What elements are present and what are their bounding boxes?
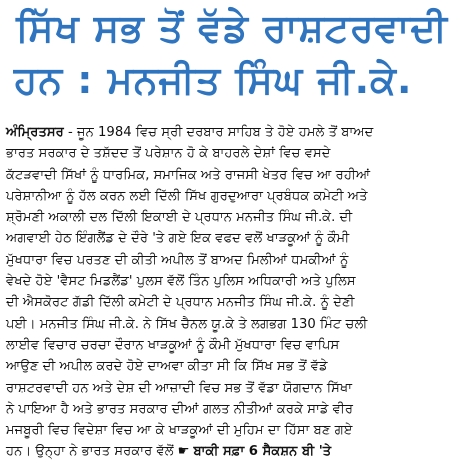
article-line: ਰਾਸ਼ਟਰਵਾਦੀ ਹਨ ਅਤੇ ਦੇਸ਼ ਦੀ ਆਜ਼ਾਦੀ ਵਿਚ ਸਭ ਤੋਂ ਵੱਡਾ ਯੋਗਦਾਨ ਸਿੱਖਾ <box>6 380 353 396</box>
article-line: ਪਈ। ਮਨਜੀਤ ਸਿੰਘ ਜੀ.ਕੇ. ਨੇ ਸਿੱਖ ਚੈਨਲ ਯੂ.ਕੇ ਤੇ ਲਗਭਗ 130 ਮਿੰਟ ਚਲੀ <box>6 316 368 332</box>
article-line: ਆਉਣ ਦੀ ਅਪੀਲ ਕਰਦੇ ਹੋਏ ਦਾਅਵਾ ਕੀਤਾ ਸੀ ਕਿ ਸਿੱਖ ਸਭ ਤੋਂ ਵੱਡੇ <box>6 359 328 375</box>
article-line-text: - ਜੂਨ 1984 ਵਿਚ ਸ੍ਰੀ ਦਰਬਾਰ ਸਾਹਿਬ ਤੇ ਹੋਏ ਹਮਲੇ ਤੋਂ ਬਾਅਦ <box>68 125 374 140</box>
headline-line-2: ਹਨ : ਮਨਜੀਤ ਸਿੰਘ ਜੀ.ਕੇ. <box>14 58 413 102</box>
article-last-line <box>6 441 458 462</box>
pointing-hand-icon: ☛ <box>177 444 190 460</box>
article-line: ਪਰੇਸ਼ਾਨੀਆ ਨੂੰ ਹੱਲ ਕਰਨ ਲਈ ਦਿੱਲੀ ਸਿੱਖ ਗੁਰਦੁਆਰਾ ਪ੍ਰਬੰਧਕ ਕਮੇਟੀ ਅਤੇ <box>6 188 368 204</box>
article-line: ਮੁੱਖਧਾਰਾ ਵਿਚ ਪਰਤਣ ਦੀ ਕੀਤੀ ਅਪੀਲ ਤੋਂ ਬਾਅਦ ਮਿਲੀਆਂ ਧਮਕੀਆਂ ਨੂੰ <box>6 252 349 268</box>
article-line: ਭਾਰਤ ਸਰਕਾਰ ਦੇ ਤਸ਼ੱਦਦ ਤੋਂ ਪਰੇਸ਼ਾਨ ਹੋ ਕੇ ਬਾਹਰਲੇ ਦੇਸ਼ਾਂ ਵਿਚ ਵਸਦੇ <box>6 146 331 162</box>
article-line <box>6 122 458 143</box>
article-line: ਕੱਟੜਵਾਦੀ ਸਿੱਖਾਂ ਨੂੰ ਧਾਰਮਿਕ, ਸਮਾਜਿਕ ਅਤੇ ਰਾਜਸੀ ਖੇਤਰ ਵਿਚ ਆ ਰਹੀਆਂ <box>6 167 371 183</box>
article-line: ਮਜਬੂਰੀ ਵਿਚ ਵਿਦੇਸ਼ਾ ਵਿਚ ਆ ਕੇ ਖਾੜਕੂਆਂ ਦੀ ਮੁਹਿਮ ਦਾ ਹਿੱਸਾ ਬਣ ਗਏ <box>6 423 353 439</box>
dateline: ਅੰਮ੍ਰਿਤਸਰ <box>6 125 64 140</box>
article-line-text: ਹਨ। ਉਨ੍ਹਾ ਨੇ ਭਾਰਤ ਸਰਕਾਰ ਵੱਲੋਂ <box>6 444 174 460</box>
continuation-note: ਬਾਕੀ ਸਫ਼ਾ 6 ਸੈਕਸ਼ਨ ਬੀ 'ਤੇ <box>193 444 332 460</box>
article-body <box>6 122 458 463</box>
article-line: ਵੇਖਦੇ ਹੋਏ 'ਵੈਸਟ ਮਿਡਲੈਂਡ' ਪੁਲਸ ਵੱਲੋਂ ਤਿੰਨ ਪੁਲਿਸ ਅਧਿਕਾਰੀ ਅਤੇ ਪੁਲਿਸ <box>6 274 356 290</box>
article-line: ਨੇ ਪਾਇਆ ਹੈ ਅਤੇ ਭਾਰਤ ਸਰਕਾਰ ਦੀਆਂ ਗਲਤ ਨੀਤੀਆਂ ਕਰਕੇ ਸਾਡੇ ਵੀਰ <box>6 401 354 417</box>
article-line: ਦੀ ਐਸਕੋਰਟ ਗੱਡੀ ਦਿੱਲੀ ਕਮੇਟੀ ਦੇ ਪ੍ਰਧਾਨ ਮਨਜੀਤ ਸਿੰਘ ਜੀ.ਕੇ. ਨੂੰ ਦੇਣੀ <box>6 295 355 311</box>
article-line: ਸ਼੍ਰੋਮਣੀ ਅਕਾਲੀ ਦਲ ਦਿੱਲੀ ਇਕਾਈ ਦੇ ਪ੍ਰਧਾਨ ਮਨਜੀਤ ਸਿੰਘ ਜੀ.ਕੇ. ਦੀ <box>6 210 353 226</box>
article-line: ਅਗਵਾਈ ਹੇਠ ਇੰਗਲੈਂਡ ਦੇ ਦੌਰੇ 'ਤੇ ਗਏ ਇਕ ਵਫਦ ਵਲੋਂ ਖਾੜਕੂਆਂ ਨੂੰ ਕੌਮੀ <box>6 231 350 247</box>
headline-line-1: ਸਿੱਖ ਸਭ ਤੋਂ ਵੱਡੇ ਰਾਸ਼ਟਰਵਾਦੀ <box>16 6 448 50</box>
article-line: ਲਾਈਵ ਵਿਚਾਰ ਚਰਚਾ ਦੌਰਾਨ ਖਾੜਕੂਆਂ ਨੂੰ ਕੌਮੀ ਮੁੱਖਧਾਰਾ ਵਿਚ ਵਾਪਿਸ <box>6 337 340 353</box>
